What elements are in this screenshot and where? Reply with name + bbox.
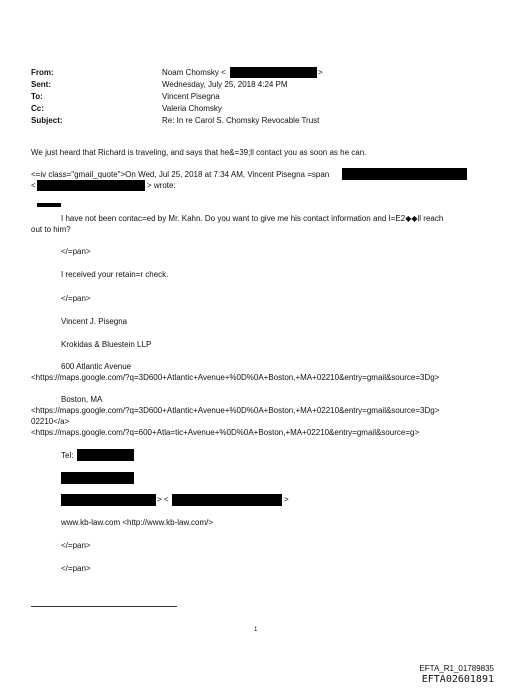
span-close-3: </=pan>	[61, 541, 91, 550]
para1-line1: I have not been contac=ed by Mr. Kahn. Do you want to give me his contact information and I=E2◆◆ll reach	[61, 214, 444, 223]
address-line-2: Boston, MA	[61, 395, 103, 404]
para1-line2: out to him?	[31, 225, 71, 234]
subject-label: Subject:	[31, 116, 63, 125]
address-line-1: 600 Atlantic Avenue	[61, 362, 132, 371]
quote-line-2-suffix: > wrote:	[147, 181, 176, 190]
redaction-sender-email-1	[342, 168, 467, 180]
subject-value: Re: In re Carol S. Chomsky Revocable Trust	[162, 116, 320, 125]
tel-label: Tel:	[61, 451, 74, 460]
quote-line-1: <=iv class="gmail_quote">On Wed, Jul 25, 2018 at 7:34 AM, Vincent Pisegna =span	[31, 170, 330, 179]
map-link-3[interactable]: <https://maps.google.com/?q=600+Atla=tic+Avenue+%0D%0A+Boston,+MA+02210&entry=gmail&source=g>	[31, 428, 420, 437]
span-close-4: </=pan>	[61, 564, 91, 573]
quote-line-2-prefix: <	[31, 181, 36, 190]
sent-value: Wednesday, July 25, 2018 4:24 PM	[162, 80, 288, 89]
redaction-sender-email-2	[37, 180, 145, 191]
map-link-1[interactable]: <https://maps.google.com/?q=3D600+Atlantic+Avenue+%0D%0A+Boston,+MA+02210&entry=gmail&source=3Dg>	[31, 373, 440, 382]
redaction-fax	[61, 472, 134, 484]
zip-line: 02210</a>	[31, 417, 70, 426]
bates-number-small: EFTA_R1_01789835	[419, 664, 494, 673]
to-label: To:	[31, 92, 43, 101]
website-link[interactable]: www.kb-law.com <http://www.kb-law.com/>	[61, 518, 214, 527]
sent-label: Sent:	[31, 80, 51, 89]
from-value-tail: >	[318, 68, 323, 77]
email-tail: >	[284, 495, 289, 504]
to-value: Vincent Pisegna	[162, 92, 220, 101]
signer-name: Vincent J. Pisegna	[61, 317, 128, 326]
intro-text: We just heard that Richard is traveling, and says that he&=39;ll contact you as soon as he can.	[31, 148, 367, 157]
cc-value: Valeria Chomsky	[162, 104, 222, 113]
cc-label: Cc:	[31, 104, 44, 113]
from-value: Noam Chomsky <	[162, 68, 226, 77]
span-close-2: </=pan>	[61, 294, 91, 303]
redaction-email-address	[172, 494, 282, 506]
firm-name: Krokidas & Bluestein LLP	[61, 340, 152, 349]
redaction-telephone	[77, 449, 134, 461]
email-middle: > <	[157, 495, 169, 504]
retainer-text: I received your retain=r check.	[61, 270, 169, 279]
redaction-email-name	[61, 494, 156, 506]
bates-number-large: EFTA02601891	[421, 674, 494, 685]
footnote-divider	[31, 606, 177, 607]
redaction-from-email	[230, 67, 317, 78]
page-number: 1	[254, 627, 258, 633]
redaction-small	[37, 203, 61, 207]
map-link-2[interactable]: <https://maps.google.com/?q=3D600+Atlantic+Avenue+%0D%0A+Boston,+MA+02210&entry=gmail&source=3Dg>	[31, 406, 440, 415]
span-close-1: </=pan>	[61, 247, 91, 256]
from-label: From:	[31, 68, 54, 77]
